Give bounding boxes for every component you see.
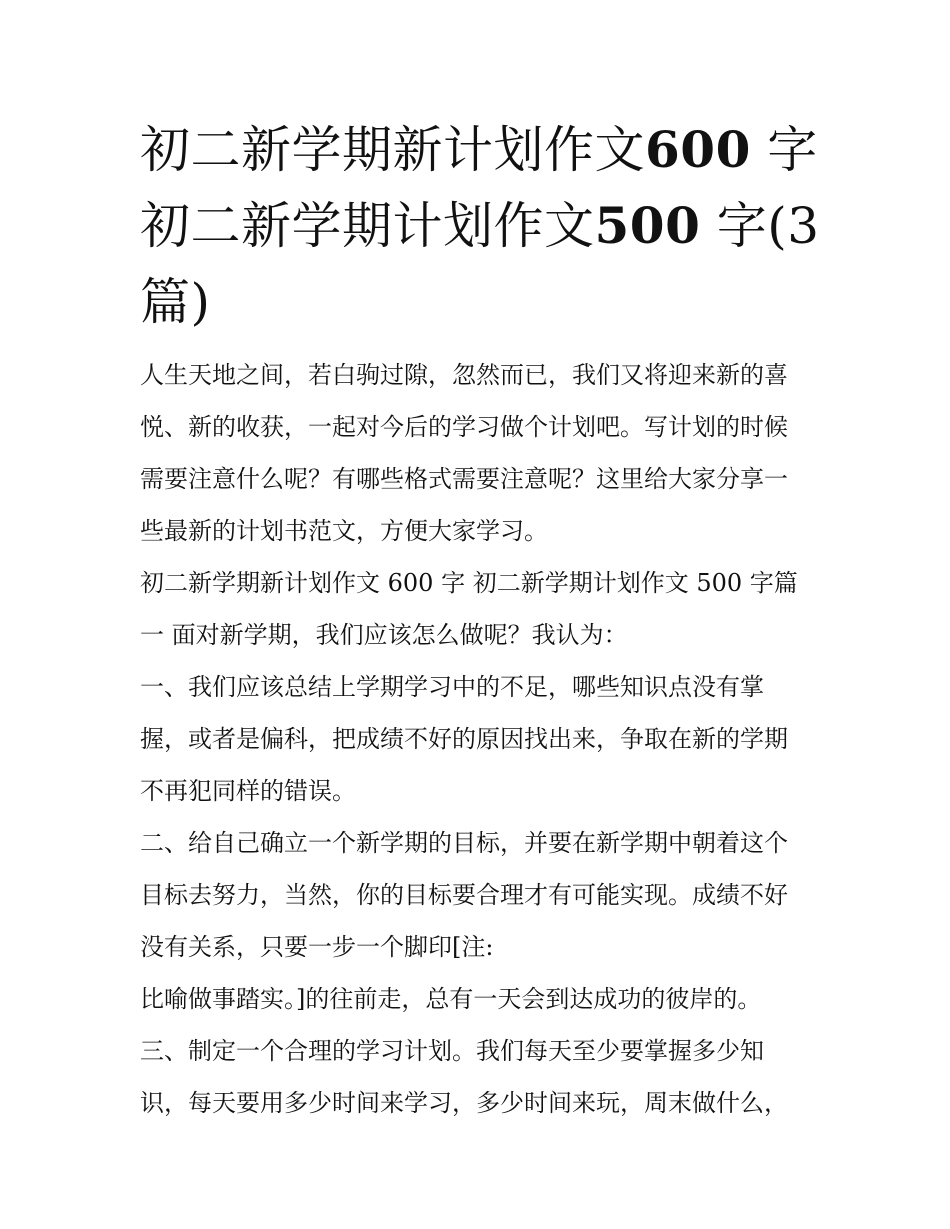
body-line: 三、制定一个合理的学习计划。我们每天至少要掌握多少知 (140, 1037, 764, 1065)
body-line: 识，每天要用多少时间来学习，多少时间来玩，周末做什么， (140, 1089, 788, 1117)
title-line-tail: 字 (750, 121, 818, 179)
body-line: 二、给自己确立一个新学期的目标，并要在新学期中朝着这个 (140, 829, 788, 857)
title-line-number: 500 (594, 196, 701, 255)
body-line: 些最新的计划书范文，方便大家学习。 (140, 517, 548, 545)
title-line (140, 112, 840, 188)
title-line-number: 600 (645, 120, 751, 179)
body-line: 一 面对新学期，我们应该怎么做呢？我认为： (140, 621, 628, 649)
title-line-text: 篇) (140, 273, 211, 331)
title-line (140, 188, 840, 264)
body-line: 目标去努力，当然，你的目标要合理才有可能实现。成绩不好 (140, 881, 788, 909)
title-line-tail: 字(3 (700, 197, 820, 255)
title-line (140, 264, 840, 340)
body-line: 握，或者是偏科，把成绩不好的原因找出来，争取在新的学期 (140, 725, 788, 753)
body-line: 初二新学期新计划作文 600 字 初二新学期计划作文 500 字篇 (140, 569, 798, 597)
body-line: 人生天地之间，若白驹过隙，忽然而已，我们又将迎来新的喜 (140, 361, 788, 389)
body-line: 需要注意什么呢？有哪些格式需要注意呢？这里给大家分享一 (140, 465, 788, 493)
body-line: 不再犯同样的错误。 (140, 777, 356, 805)
title-line-text: 初二新学期新计划作文 (140, 121, 645, 179)
body-line: 没有关系，只要一步一个脚印[注: (140, 933, 494, 961)
title-line-text: 初二新学期计划作文 (140, 197, 595, 255)
body-line: 一、我们应该总结上学期学习中的不足，哪些知识点没有掌 (140, 673, 764, 701)
body-line: 悦、新的收获，一起对今后的学习做个计划吧。写计划的时候 (140, 413, 788, 441)
body-line: 比喻做事踏实。]的往前走，总有一天会到达成功的彼岸的。 (140, 985, 762, 1013)
document-body (140, 349, 830, 1129)
document-title (140, 112, 840, 340)
